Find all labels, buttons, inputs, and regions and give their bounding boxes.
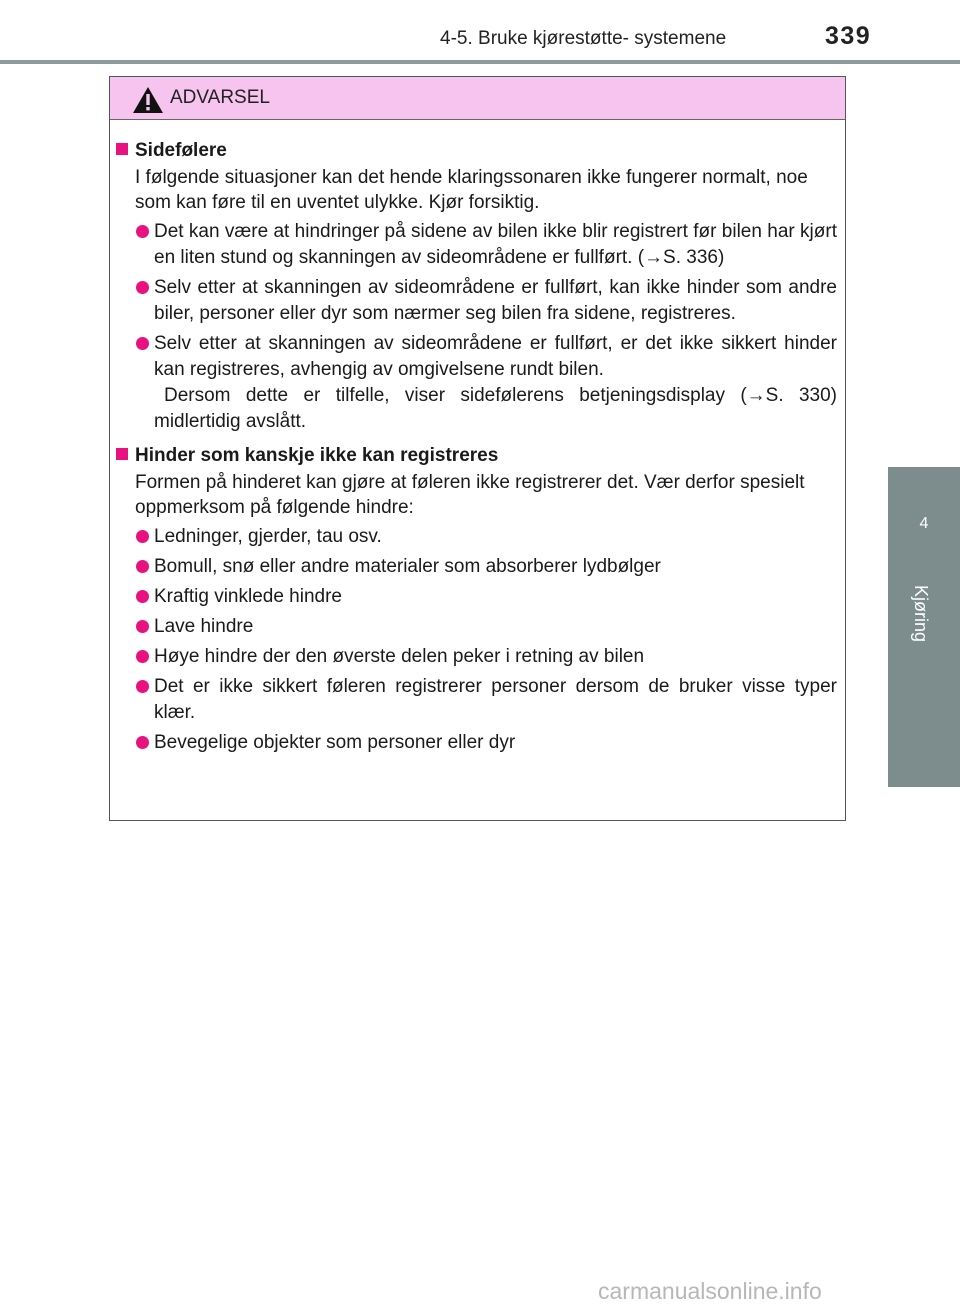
list-item-text: Høye hindre der den øverste delen peker i retning av bilen <box>154 646 645 667</box>
list-item-text: Selv etter at skanningen av sideområdene er fullført, er det ikke sikkert hinder kan registreres, avhengig av omgivelsene rundt bilen. <box>154 333 837 380</box>
list-item-note: Dersom dette er tilfelle, viser sidefølerens betjeningsdisplay (→S. 330) midlertidig avslått. <box>154 385 837 432</box>
section-intro: Formen på hinderet kan gjøre at føleren ikke registrerer det. Vær derfor spesielt oppmerksom på følgende hindre: <box>135 472 805 518</box>
page-header-title: 4-5. Bruke kjørestøtte- systemene <box>440 28 727 49</box>
list-item-text: Kraftig vinklede hindre <box>154 586 342 607</box>
page-number: 339 <box>825 22 872 50</box>
watermark: carmanualsonline.info <box>598 1278 822 1304</box>
section-heading <box>116 442 837 469</box>
warning-box <box>109 76 846 821</box>
warning-body <box>110 120 845 756</box>
list-item <box>116 524 837 550</box>
list-item-text: Det kan være at hindringer på sidene av bilen ikke blir registrert før bilen har kjørt en liten stund og skanningen av sideområdene er fullført. (→S. 336) <box>154 221 837 268</box>
list-item <box>116 219 837 271</box>
dot-icon <box>136 650 149 663</box>
warning-title: ADVARSEL <box>170 87 270 108</box>
warning-triangle-icon <box>132 86 164 114</box>
list-item-text: Bevegelige objekter som personer eller dyr <box>154 732 516 753</box>
list-item-text: Selv etter at skanningen av sideområdene er fullført, kan ikke hinder som andre biler, personer eller dyr som nærmer seg bilen fra sidene, registreres. <box>154 277 837 324</box>
dot-icon <box>136 337 149 350</box>
dot-icon <box>136 590 149 603</box>
chapter-side-tab <box>888 467 960 787</box>
list-item <box>116 614 837 640</box>
dot-icon <box>136 560 149 573</box>
list-item-text: Ledninger, gjerder, tau osv. <box>154 526 382 547</box>
dot-icon <box>136 225 149 238</box>
dot-icon <box>136 736 149 749</box>
list-item <box>116 275 837 327</box>
dot-icon <box>136 281 149 294</box>
list-item-text: Lave hindre <box>154 616 254 637</box>
warning-header <box>110 77 845 120</box>
square-icon <box>116 143 128 155</box>
square-icon <box>116 448 128 460</box>
chapter-label: Kjøring <box>911 585 931 643</box>
list-item-text: Bomull, snø eller andre materialer som absorberer lydbølger <box>154 556 661 577</box>
section-intro: I følgende situasjoner kan det hende klaringssonaren ikke fungerer normalt, noe som kan føre til en uventet ulykke. Kjør forsiktig. <box>135 167 808 213</box>
list-item <box>116 730 837 756</box>
section-heading <box>116 137 837 164</box>
section-heading-text: Sidefølere <box>135 140 227 161</box>
dot-icon <box>136 530 149 543</box>
section-heading-text: Hinder som kanskje ikke kan registreres <box>135 445 499 466</box>
dot-icon <box>136 680 149 693</box>
list-item <box>116 331 837 435</box>
dot-icon <box>136 620 149 633</box>
list-item <box>116 674 837 726</box>
header-divider <box>0 60 960 64</box>
list-item <box>116 644 837 670</box>
list-item-text: Det er ikke sikkert føleren registrerer personer dersom de bruker visse typer klær. <box>154 676 837 723</box>
list-item <box>116 554 837 580</box>
chapter-number: 4 <box>919 515 929 532</box>
list-item <box>116 584 837 610</box>
